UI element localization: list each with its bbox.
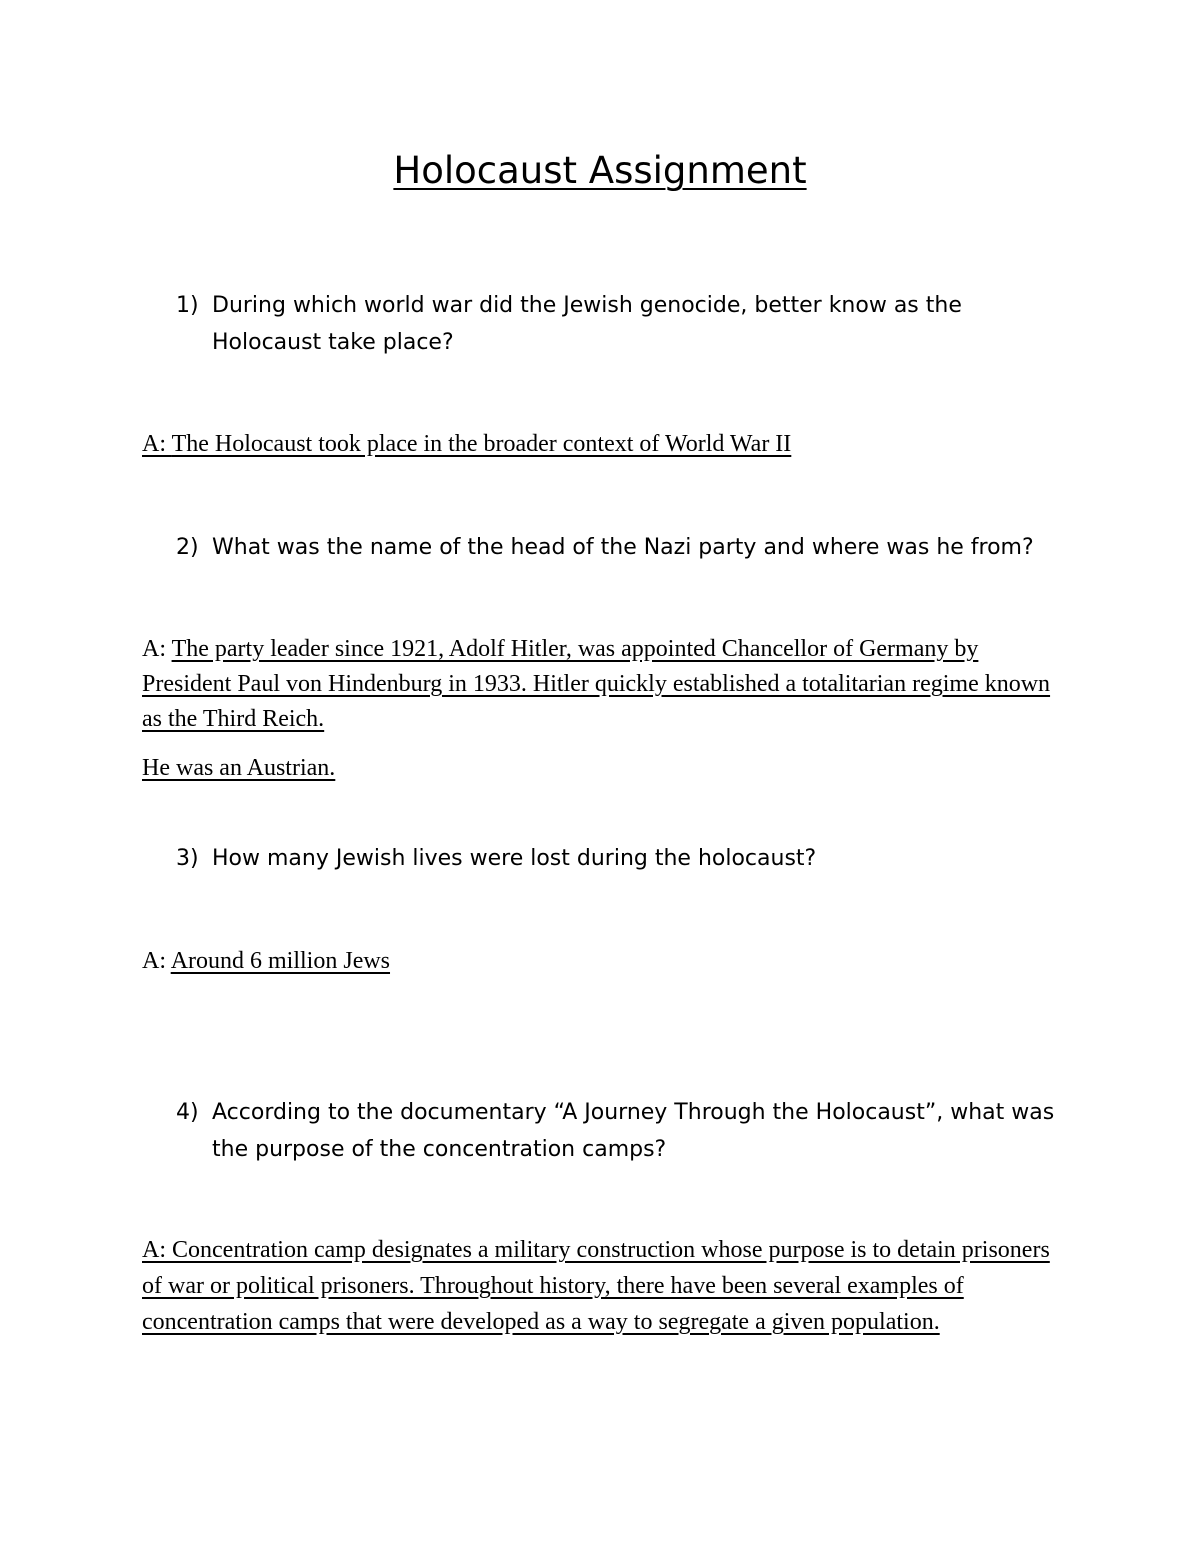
answer-4 [142,1232,1052,1340]
question-text: How many Jewish lives were lost during the holocaust? [212,846,817,871]
answer-text: Concentration camp designates a military construction whose purpose is to detain prisoners of war or political prisoners. Throughout history, there have been several examples of concentration camps that were developed as a way to segregate a given population. [142,1237,1050,1335]
question-1 [176,287,1056,361]
page-title-text: Holocaust Assignment [393,149,807,192]
question-number: 1) [176,293,199,318]
answer-1 [142,427,1052,462]
answer-prefix: A: [142,636,172,662]
answer-prefix: A: [142,1237,166,1263]
answer-text: The party leader since 1921, Adolf Hitler, was appointed Chancellor of Germany by President Paul von Hindenburg in 1933. Hitler quickly established a totalitarian regime known as the Third Reich. [142,636,1051,732]
question-text: During which world war did the Jewish genocide, better know as the Holocaust take place? [212,293,962,355]
question-2 [176,529,1056,566]
answer-2 [142,632,1052,737]
answer-prefix: A: [142,431,172,457]
question-3 [176,840,1056,877]
question-number: 3) [176,846,199,871]
answer-prefix: A: [142,948,171,974]
question-text: What was the name of the head of the Nazi party and where was he from? [212,535,1034,560]
answer-text: The Holocaust took place in the broader context of World War II [171,431,792,457]
answer-3 [142,944,1052,979]
question-4 [176,1094,1056,1168]
question-number: 4) [176,1100,199,1125]
answer-text: Around 6 million Jews [170,948,391,974]
question-text: According to the documentary “A Journey Through the Holocaust”, what was the purpose of the concentration camps? [212,1100,1055,1162]
page-title [0,148,1200,194]
answer-extra-text: He was an Austrian. [142,755,336,781]
answer-2-extra [142,751,1052,786]
question-number: 2) [176,535,199,560]
